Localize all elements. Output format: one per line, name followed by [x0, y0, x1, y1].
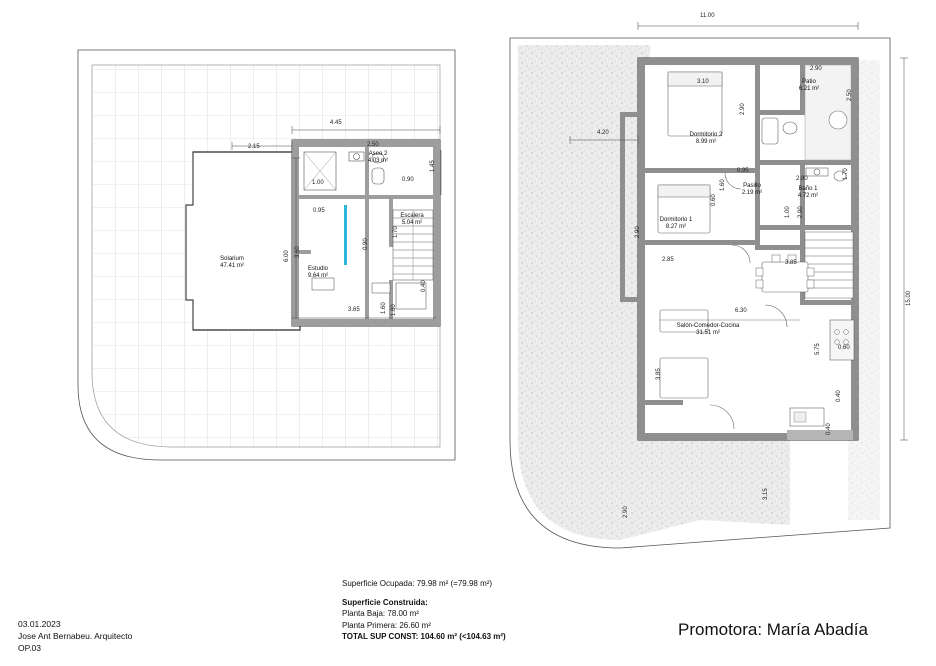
dim-right-9: 2.80 [796, 176, 808, 182]
dim-right-23: 3.15 [763, 488, 769, 500]
dim-left-8: 1.45 [430, 160, 436, 172]
dim-right-3: 2.50 [847, 89, 853, 101]
dim-left-12: 0.40 [421, 280, 427, 292]
dim-right-16: 3.85 [785, 260, 797, 266]
dim-right-10: 1.60 [720, 179, 726, 191]
dim-left-6: 3.65 [348, 307, 360, 313]
dim-right-21: 0.40 [836, 390, 842, 402]
dim-right-11: 0.60 [711, 194, 717, 206]
dim-right-19: 0.60 [838, 345, 850, 351]
room-estudio: Estudio 9.64 m² [307, 266, 329, 280]
promoter-label: Promotora: María Abadía [678, 620, 868, 639]
dim-left-2: 2.50 [367, 142, 379, 148]
dim-right-8: 0.95 [737, 168, 749, 174]
dim-left-9: 1.70 [393, 226, 399, 238]
room-salon-comedor-cocina: Salón-Comedor-Cocina 31.51 m² [676, 323, 740, 337]
dim-right-22: 0.40 [826, 423, 832, 435]
dim-left-7: 6.00 [284, 250, 290, 262]
dim-right-6: 4.20 [597, 130, 609, 136]
dim-right-20: 3.85 [656, 368, 662, 380]
room-solarium: Solarium 47.41 m² [220, 256, 244, 270]
drawing-date: 03.01.2023 [18, 619, 61, 629]
dim-right-14: 2.90 [635, 226, 641, 238]
dim-right-7: 1.70 [843, 168, 849, 180]
dim-right-4: 3.10 [697, 79, 709, 85]
dim-left-14: 1.80 [391, 304, 397, 316]
title-block [18, 619, 132, 655]
dim-right-17: 6.30 [735, 308, 747, 314]
dim-right-5: 2.90 [740, 103, 746, 115]
room-dormitorio-2: Dormitorio 2 8.99 m² [689, 132, 723, 146]
room-escalera: Escalera 5.04 m² [400, 213, 424, 227]
occupied-surface-line: Superficie Ocupada: 79.98 m² (=79.98 m²) [342, 579, 493, 588]
dim-right-2: 2.90 [810, 66, 822, 72]
dim-left-11: 3.60 [295, 246, 301, 258]
dim-left-13: 1.60 [381, 302, 387, 314]
dim-right-13: 2.90 [798, 206, 804, 218]
surface-summary [342, 578, 672, 643]
left-floor-plan [0, 0, 470, 560]
built-surface-heading: Superficie Construida: [342, 597, 428, 607]
dim-right-1: 15.00 [906, 290, 912, 306]
ground-floor-line: Planta Baja: 78.00 m² [342, 609, 419, 619]
room-pasillo: Pasillo 2.19 m² [741, 183, 763, 197]
dim-right-0: 11.00 [700, 13, 715, 19]
dim-right-15: 2.85 [662, 257, 674, 263]
dim-left-1: 2.15 [248, 144, 260, 150]
architect-name: Jose Ant Bernabeu. Arquitecto [18, 630, 133, 641]
right-floor-plan [500, 0, 936, 570]
sheet-code: OP.03 [18, 642, 42, 653]
dim-left-4: 0.90 [402, 177, 414, 183]
dim-right-24: 2.90 [623, 506, 629, 518]
room-aseo-2: Aseo 2 4.03 m² [367, 151, 389, 165]
dim-right-12: 1.00 [785, 206, 791, 218]
total-built-line: TOTAL SUP CONST: 104.60 m² (<104.63 m²) [342, 632, 506, 642]
dim-right-18: 5.75 [815, 343, 821, 355]
dim-left-5: 0.95 [313, 208, 325, 214]
room-dormitorio-1: Dormitorio 1 8.27 m² [659, 217, 693, 231]
room-bano-1: Baño 1 4.72 m² [797, 186, 819, 200]
dim-left-0: 4.45 [330, 120, 342, 126]
dim-left-3: 1.00 [312, 180, 324, 186]
dim-left-10: 0.90 [363, 238, 369, 250]
first-floor-line: Planta Primera: 26.60 m² [342, 620, 431, 630]
room-patio: Patio 6.21 m² [798, 79, 820, 93]
